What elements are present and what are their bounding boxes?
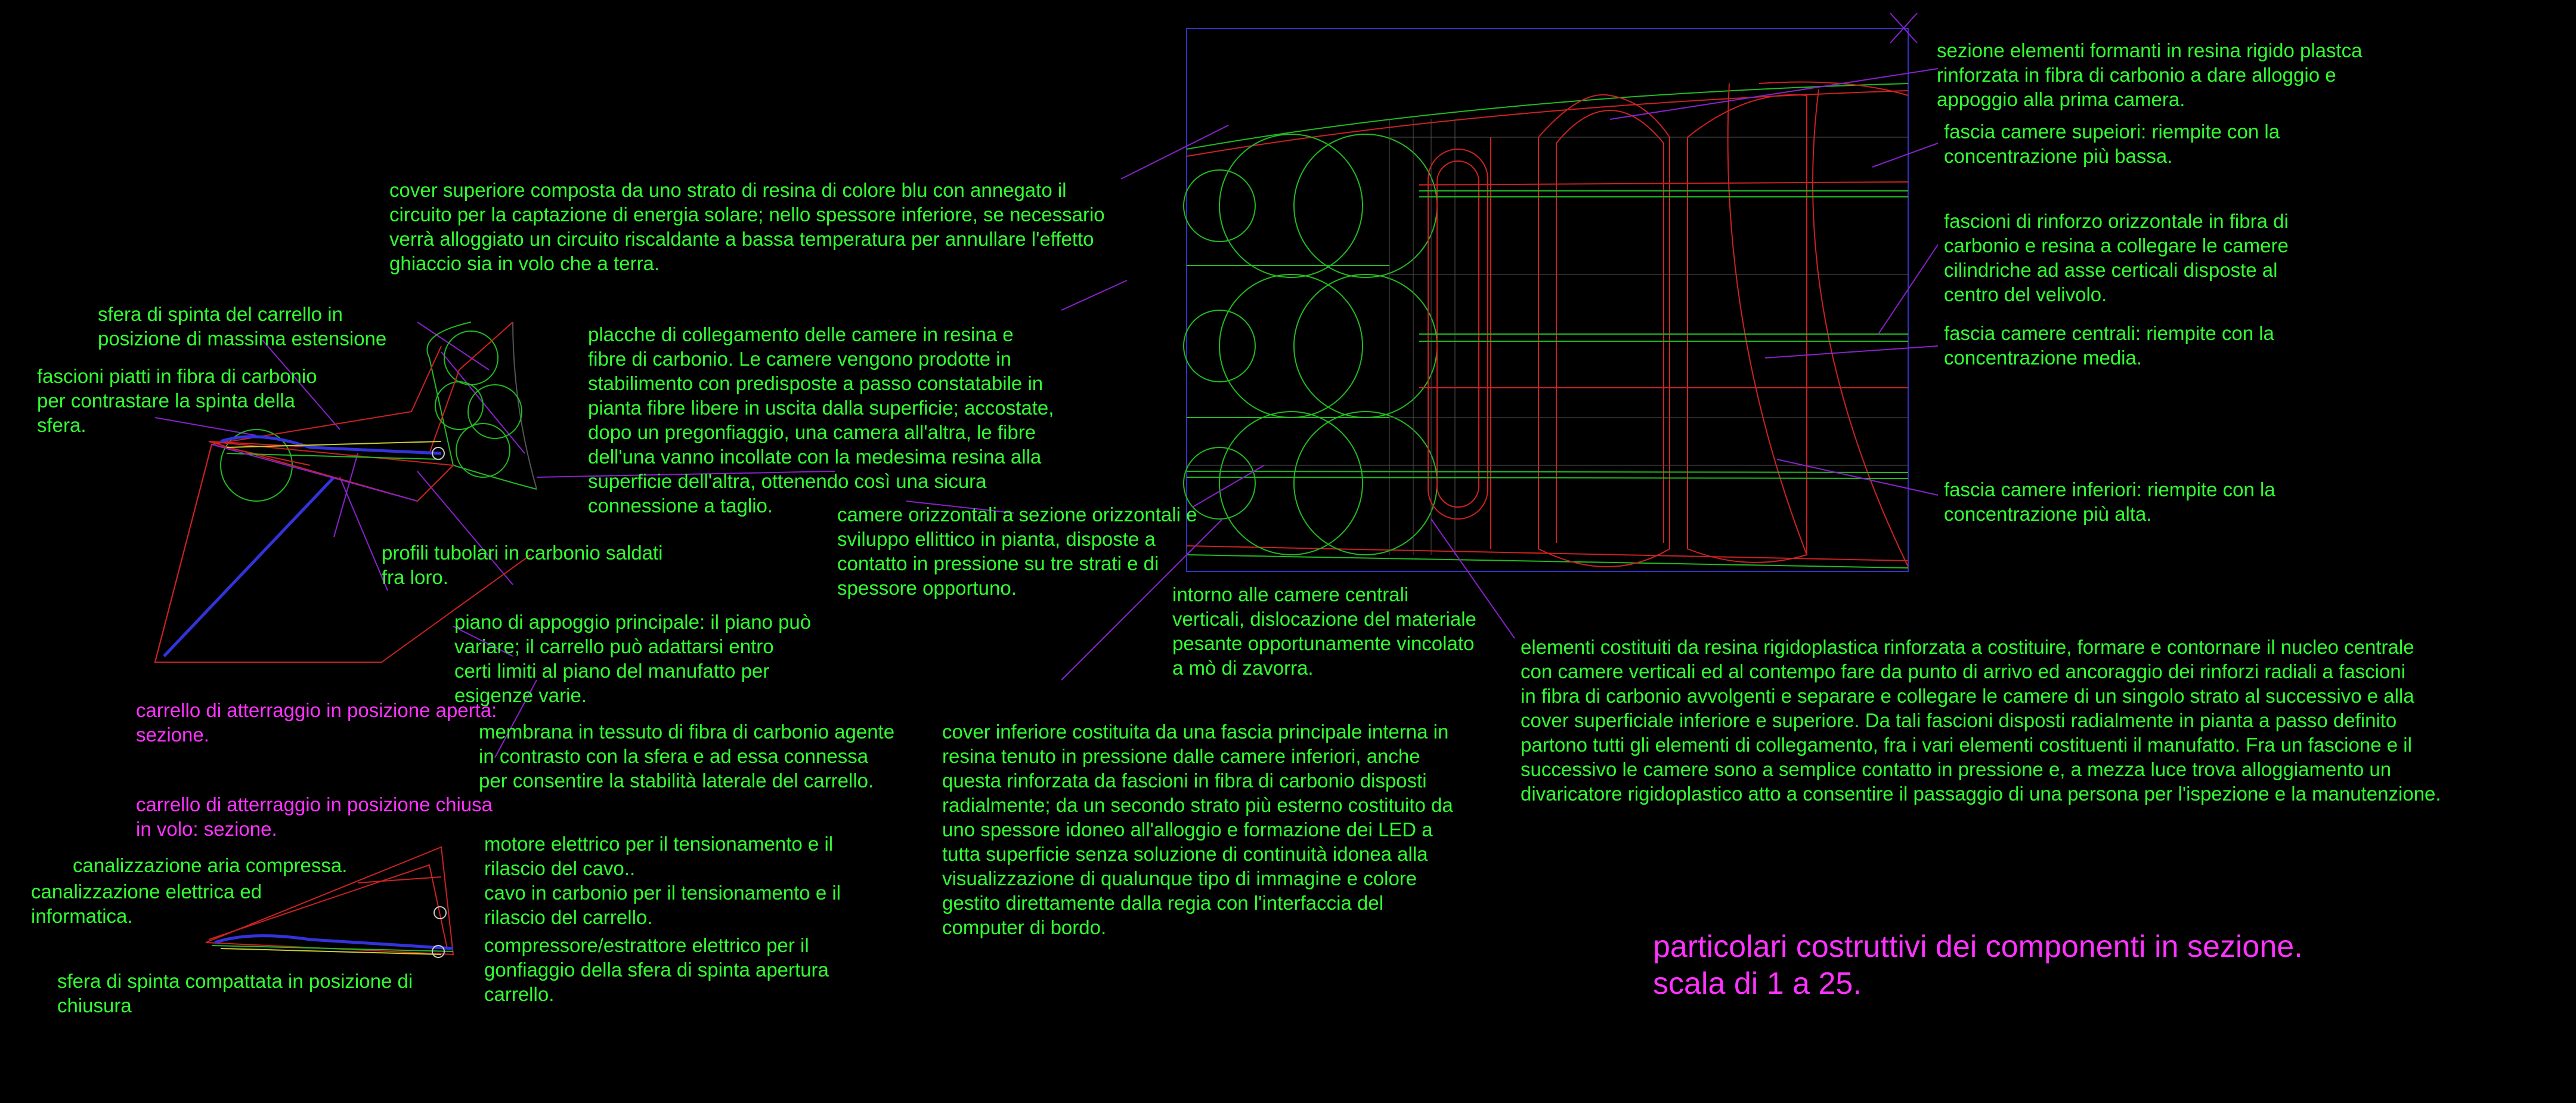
canalizzazione-aria-label: canalizzazione aria compressa. bbox=[73, 854, 348, 876]
fascioni-rinforzo-label: fascioni di rinforzo orizzontale in fibra di carbonio e resina a collegare le camere cilindriche ad asse certicali disposte al centro del velivolo. bbox=[1944, 210, 2289, 305]
vertical-chambers bbox=[1419, 82, 1908, 567]
canalizzazione-elettrica-label: canalizzazione elettrica ed informatica. bbox=[31, 880, 262, 927]
sfera-compattata-label: sfera di spinta compattata in posizione di chiusura bbox=[57, 970, 413, 1017]
sezione-elementi-label: sezione elementi formanti in resina rigido plastca rinforzata in fibra di carbonio a dare alloggio e appoggio alla prima camera. bbox=[1937, 39, 2363, 110]
fascia-inferiori-label: fascia camere inferiori: riempite con la concentrazione più alta. bbox=[1944, 478, 2275, 525]
fascioni-piatti-label: fascioni piatti in fibra di carbonio per contrastare la spinta della sfera. bbox=[37, 365, 317, 436]
membrana-label: membrana in tessuto di fibra di carbonio agente in contrasto con la sfera e ad essa connessa per consentire la stabilità laterale del carrello. bbox=[479, 721, 895, 792]
piano-appoggio-label: piano di appoggio principale: il piano può variare; il carrello può adattarsi entro certi limiti al piano del manufatto per esigenze varie. bbox=[454, 611, 812, 706]
cavo-label: cavo in carbonio per il tensionamento e il rilascio del carrello. bbox=[484, 882, 841, 928]
motore-label: motore elettrico per il tensionamento e il rilascio del cavo.. bbox=[484, 833, 834, 879]
top-cover-line-inner bbox=[1187, 91, 1908, 156]
sfera-spinta-estensione-label: sfera di spinta del carrello in posizione di massima estensione bbox=[98, 303, 387, 350]
profili-tubolari-label: profili tubolari in carbonio saldati fra loro. bbox=[382, 542, 663, 588]
cover-inferiore-label: cover inferiore costituita da una fascia principale interna in resina tenuto in pressione dalle camere inferiori, anche questa rinforzata da fascioni in fibra di carbonio disposti radialmente; da un secondo strato più esterno costituito da uno spessore idoneo all'alloggio e formazione dei LED a tutta superficie senza soluzione di continuità idonea alla visualizzazione di qualunque tipo di immagine e colore gestito direttamente dalla regia con l'interfaccia del computer di bordo. bbox=[942, 721, 1453, 938]
carrello-chiusa-label: carrello di atterraggio in posizione chiusa in volo: sezione. bbox=[136, 793, 493, 840]
elementi-costituiti-label: elementi costituiti da resina rigidoplastica rinforzata a costituire, formare e contornare il nucleo centrale con camere verticali ed al contempo fare da punto di arrivo ed ancoraggio dei rinforzi radiali a fascioni in fibra di carbonio avvolgenti e separare e collegare le camere di un singolo strato al successivo e alla cover superficiale inferiore e superiore. Da tali fascioni disposti radialmente in pianta a passo definito partono tutti gli elementi di collegamento, fra i vari elementi costituenti il manufatto. Fra un fascione e il successivo le camere sono a semplice contatto in pressione e, a mezza luce trova alloggiamento un divaricatore rigidoplastico atto a consentire il passaggio di una persona per l'ispezione e la manutenzione. bbox=[1521, 636, 2441, 805]
placche-label: placche di collegamento delle camere in resina e fibre di carbonio. Le camere vengono prodotte in stabilimento con predisposte a passo constatabile in pianta fibre libere in uscita dalla superficie; accostate, dopo un pregonfiaggio, una camera all'altra, le fibre dell'una vanno incollate con la medesima resina alla superficie dell'altra, ottenendo così una sicura connessione a taglio. bbox=[588, 323, 1054, 517]
central-section-drawing bbox=[1184, 13, 1917, 571]
fascia-superiori-label: fascia camere supeiori: riempite con la concentrazione più bassa. bbox=[1944, 121, 2280, 167]
drawing-title: particolari costruttivi dei componenti in sezione. scala di 1 a 25. bbox=[1653, 929, 2303, 1001]
horizontal-chambers bbox=[1184, 134, 1437, 555]
intorno-camere-label: intorno alle camere centrali verticali, dislocazione del materiale pesante opportunamente vincolato a mò di zavorra. bbox=[1172, 583, 1476, 679]
carrello-aperta-label: carrello di atterraggio in posizione aperta: sezione. bbox=[136, 699, 497, 746]
fascia-centrali-label: fascia camere centrali: riempite con la concentrazione media. bbox=[1944, 322, 2274, 369]
compressore-label: compressore/estrattore elettrico per il gonfiaggio della sfera di spinta apertura carrello. bbox=[484, 934, 829, 1005]
camere-orizzontali-label: camere orizzontali a sezione orizzontali e sviluppo ellittico in pianta, disposte a contatto in pressione su tre strati e di spessore opportuno. bbox=[837, 503, 1197, 599]
cover-superiore-label: cover superiore composta da uno strato di resina di colore blu con annegato il circuito per la captazione di energia solare; nello spessore inferiore, se necessario verrà alloggiato un circuito riscaldante a bassa temperatura per annullare l'effetto ghiaccio sia in volo che a terra. bbox=[389, 179, 1105, 274]
